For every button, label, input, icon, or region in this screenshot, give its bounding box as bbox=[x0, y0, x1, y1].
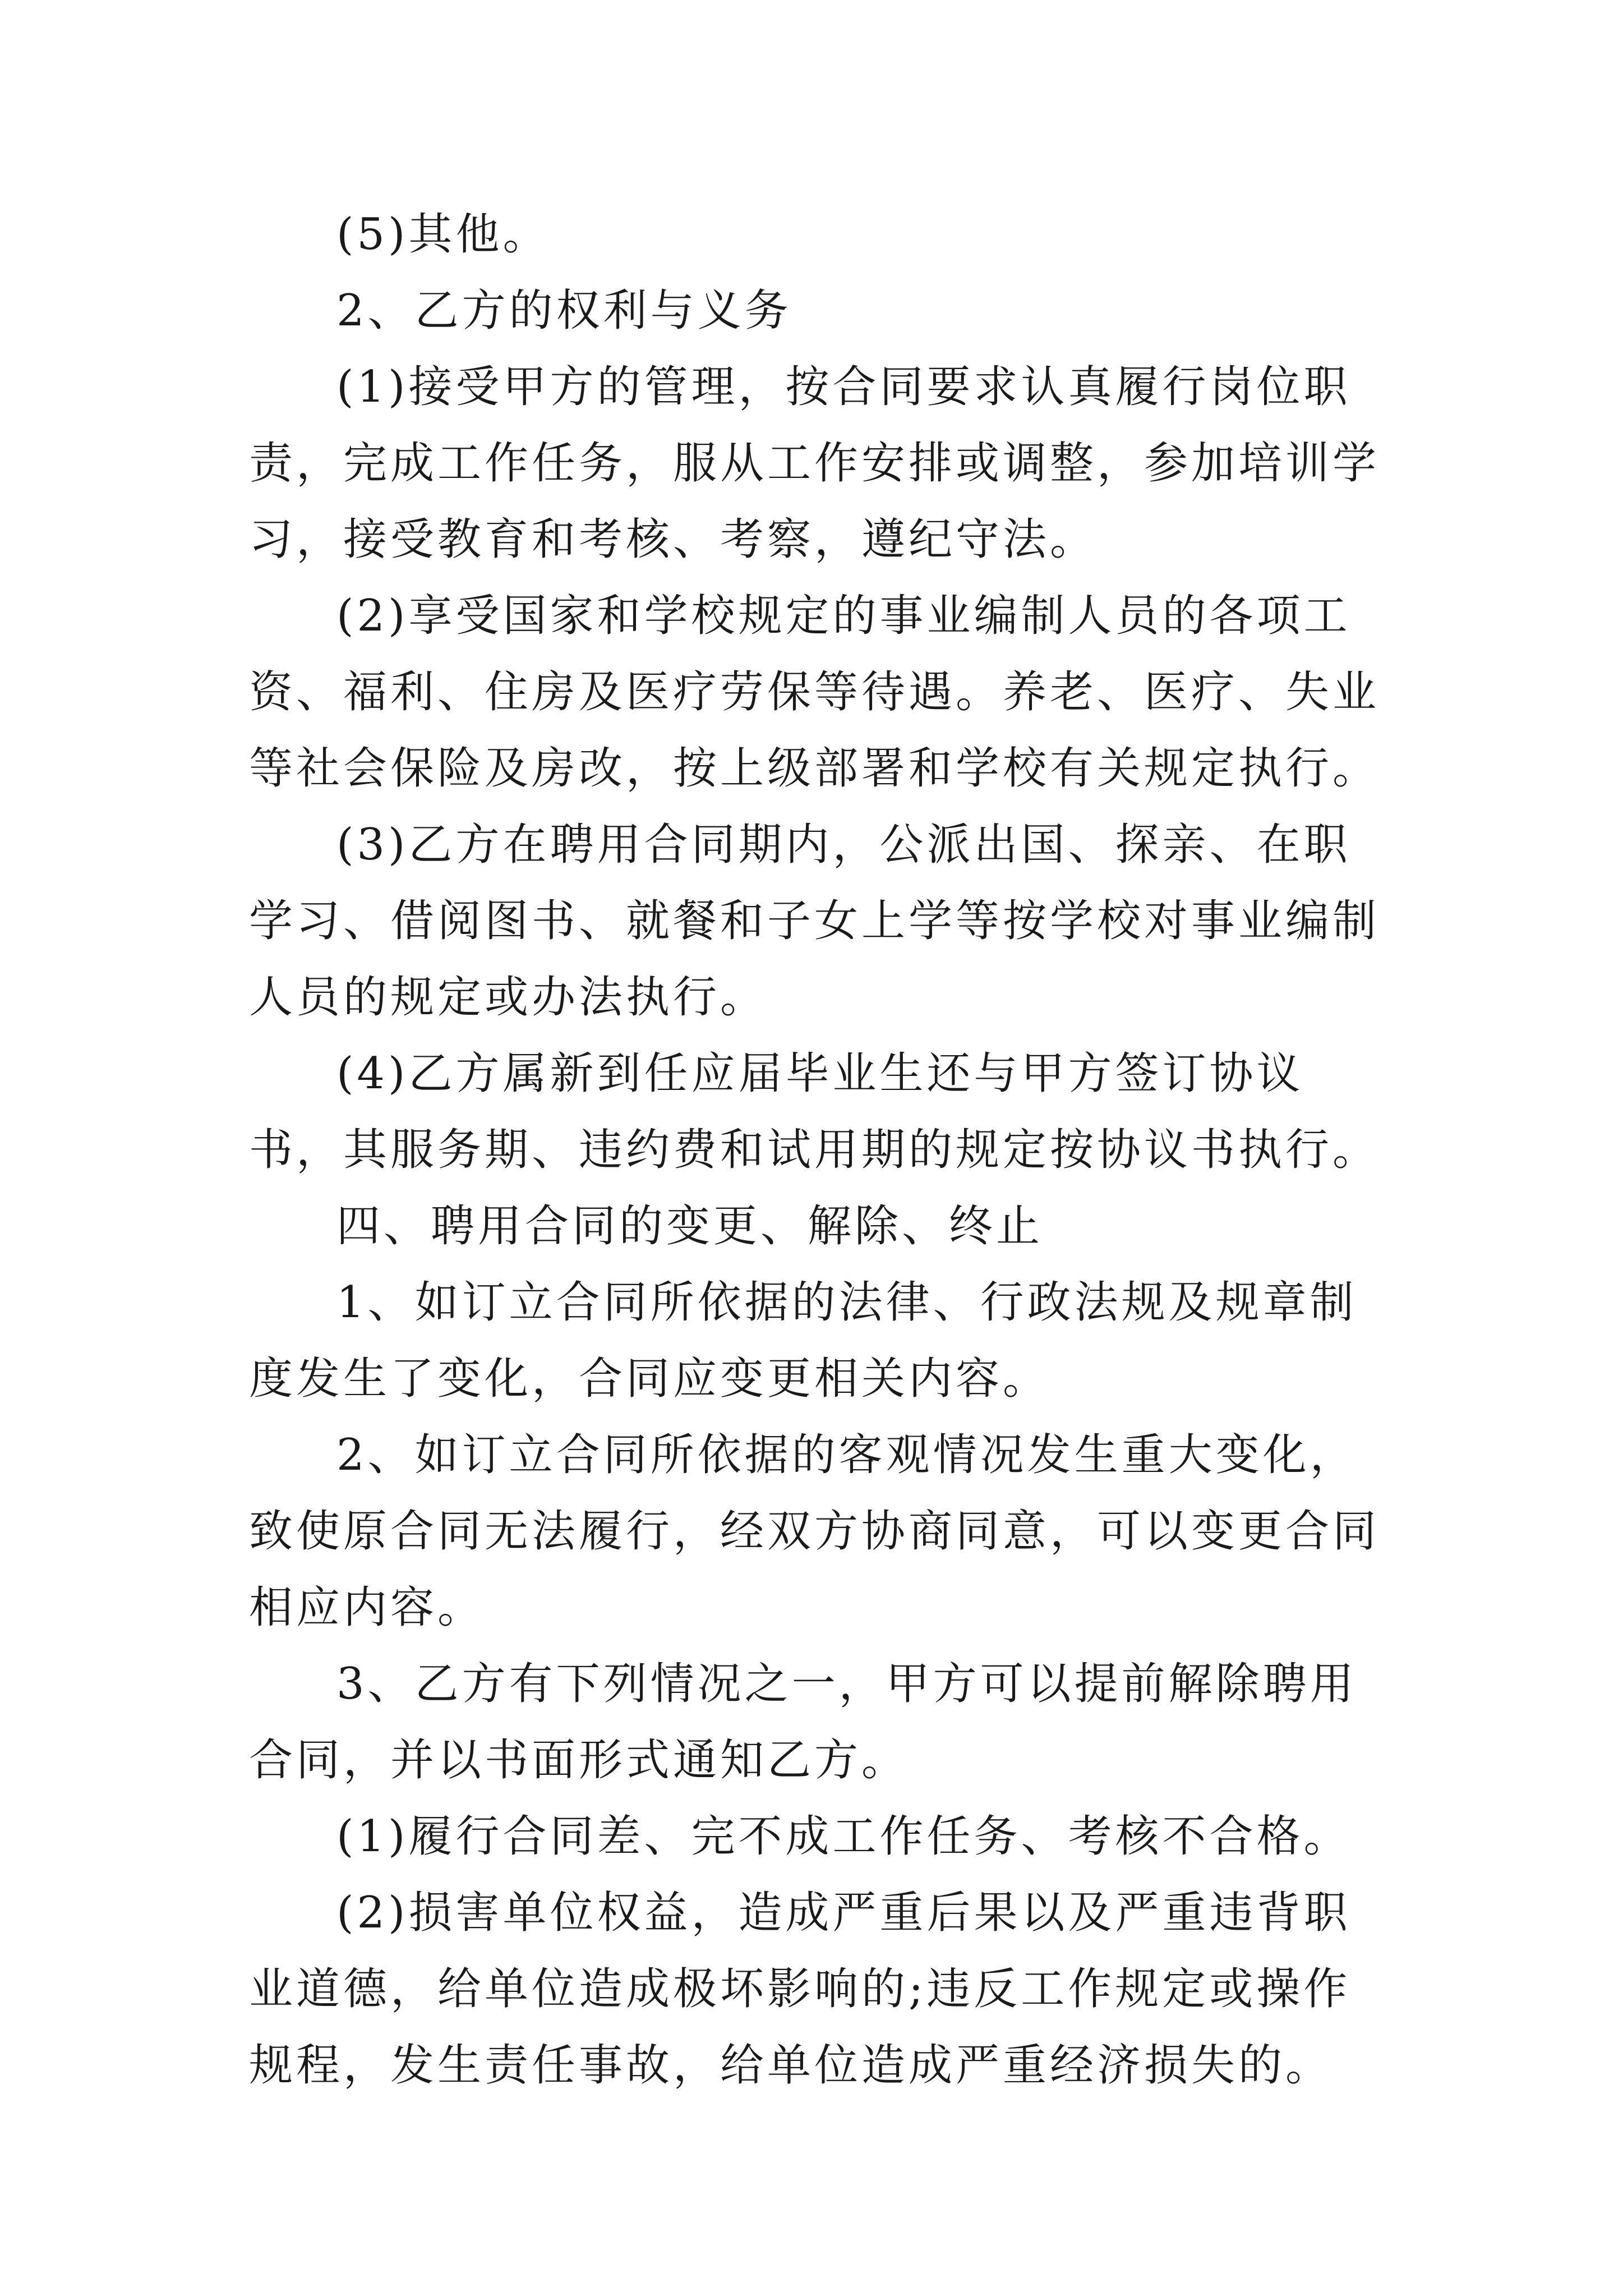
paragraph-subitem-1: (1)履行合同差、完不成工作任务、考核不合格。 bbox=[336, 1811, 1351, 1862]
paragraph-item-2: (2)享受国家和学校规定的事业编制人员的各项工资、福利、住房及医疗劳保等待遇。养老、医疗、失业等社会保险及房改，按上级部署和学校有关规定执行。 bbox=[249, 591, 1380, 794]
document-body bbox=[249, 196, 1393, 2104]
paragraph-item-1: (1)接受甲方的管理，按合同要求认真履行岗位职责，完成工作任务，服从工作安排或调整，参加培训学习，接受教育和考核、考察，遵纪守法。 bbox=[249, 362, 1380, 565]
paragraph-item-3: (3)乙方在聘用合同期内，公派出国、探亲、在职学习、借阅图书、就餐和子女上学等按学校对事业编制人员的规定或办法执行。 bbox=[249, 820, 1380, 1023]
paragraph-item-4: (4)乙方属新到任应届毕业生还与甲方签订协议书，其服务期、违约费和试用期的规定按协议书执行。 bbox=[249, 1048, 1380, 1175]
paragraph-clause-3: 3、乙方有下列情况之一，甲方可以提前解除聘用合同，并以书面形式通知乙方。 bbox=[249, 1659, 1357, 1786]
paragraph-subitem-2: (2)损害单位权益，造成严重后果以及严重违背职业道德，给单位造成极坏影响的;违反工作规定或操作规程，发生责任事故，给单位造成严重经济损失的。 bbox=[249, 1888, 1351, 2091]
section-heading-four: 四、聘用合同的变更、解除、终止 bbox=[336, 1201, 1044, 1251]
paragraph-other: (5)其他。 bbox=[336, 209, 550, 260]
heading-party-b-rights: 2、乙方的权利与义务 bbox=[336, 286, 792, 336]
paragraph-clause-2: 2、如订立合同所依据的客观情况发生重大变化，致使原合同无法履行，经双方协商同意，可以变更合同相应内容。 bbox=[249, 1430, 1380, 1633]
paragraph-clause-1: 1、如订立合同所依据的法律、行政法规及规章制度发生了变化，合同应变更相关内容。 bbox=[249, 1277, 1357, 1404]
